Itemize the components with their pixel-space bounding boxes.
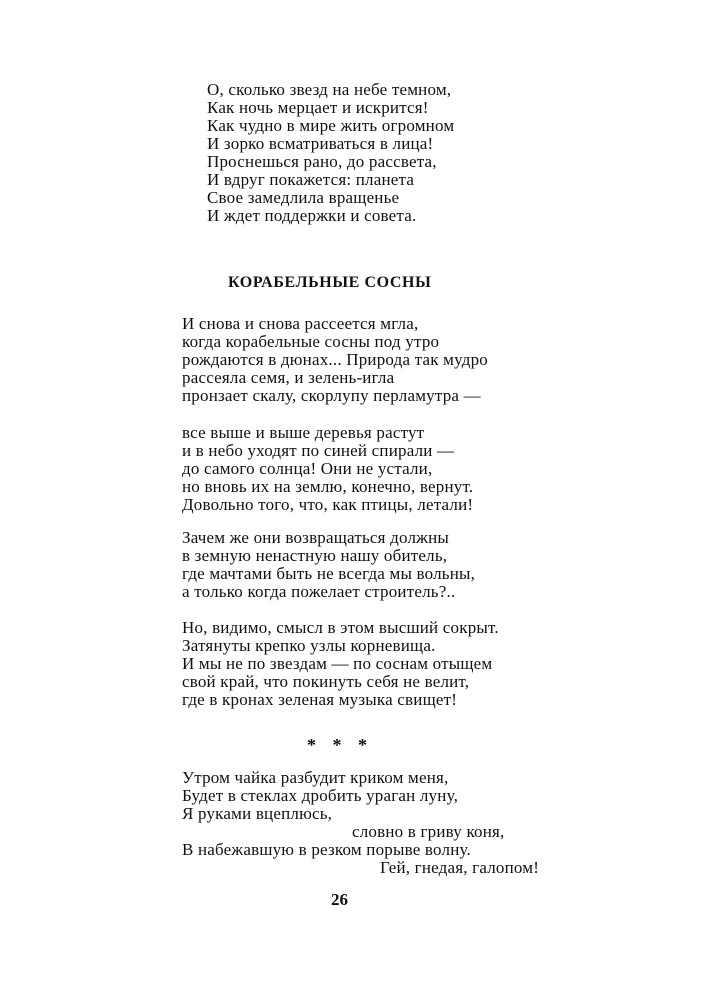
poem-line: в земную ненастную нашу обитель,: [182, 546, 448, 565]
poem-line: И зорко всматриваться в лица!: [207, 134, 434, 153]
poem-line: и в небо уходят по синей спирали —: [182, 441, 455, 460]
poem-line: Как ночь мерцает и искрится!: [207, 98, 429, 117]
poem-line: рождаются в дюнах... Природа так мудро: [182, 350, 488, 369]
poem-line: И вдруг покажется: планета: [207, 170, 415, 189]
poem-title: КОРАБЕЛЬНЫЕ СОСНЫ: [228, 274, 432, 291]
poem-line: когда корабельные сосны под утро: [182, 332, 440, 351]
poem-line: И мы не по звездам — по соснам отыщем: [182, 654, 493, 673]
poem-line: Довольно того, что, как птицы, летали!: [182, 495, 474, 514]
poem-line: Я руками вцеплюсь,: [182, 804, 333, 823]
poem-line: пронзает скалу, скорлупу перламутра —: [182, 386, 481, 405]
poem-line: Проснешься рано, до рассвета,: [207, 152, 437, 171]
poem-line: Но, видимо, смысл в этом высший сокрыт.: [182, 618, 499, 637]
poem-line: рассеяла семя, и зелень-игла: [182, 368, 395, 387]
poem-line: Будет в стеклах дробить ураган луну,: [182, 786, 459, 805]
poem-line: И ждет поддержки и совета.: [207, 206, 417, 225]
poem-line: О, сколько звезд на небе темном,: [207, 80, 452, 99]
poem-line: Свое замедлила вращенье: [207, 188, 400, 207]
poem-line: свой край, что покинуть себя не велит,: [182, 672, 470, 691]
poem-line: Зачем же они возвращаться должны: [182, 528, 450, 547]
poem-line: все выше и выше деревья растут: [182, 423, 425, 442]
poem-line: но вновь их на землю, конечно, вернут.: [182, 477, 474, 496]
poem-line: Утром чайка разбудит криком меня,: [182, 768, 449, 787]
poem-line: где мачтами быть не всегда мы вольны,: [182, 564, 476, 583]
poem-line: до самого солнца! Они не устали,: [182, 459, 433, 478]
poem-line: В набежавшую в резком порыве волну.: [182, 840, 471, 859]
section-separator: * * *: [307, 735, 373, 755]
poem-line: И снова и снова рассеется мгла,: [182, 314, 419, 333]
page-number: 26: [331, 890, 348, 909]
poem-line: Гей, гнедая, галопом!: [380, 858, 540, 877]
poem-line: а только когда пожелает строитель?..: [182, 582, 456, 601]
poem-line: Как чудно в мире жить огромном: [207, 116, 455, 135]
poem-line: словно в гриву коня,: [352, 822, 505, 841]
poem-line: где в кронах зеленая музыка свищет!: [182, 690, 458, 709]
poem-line: Затянуты крепко узлы корневища.: [182, 636, 436, 655]
